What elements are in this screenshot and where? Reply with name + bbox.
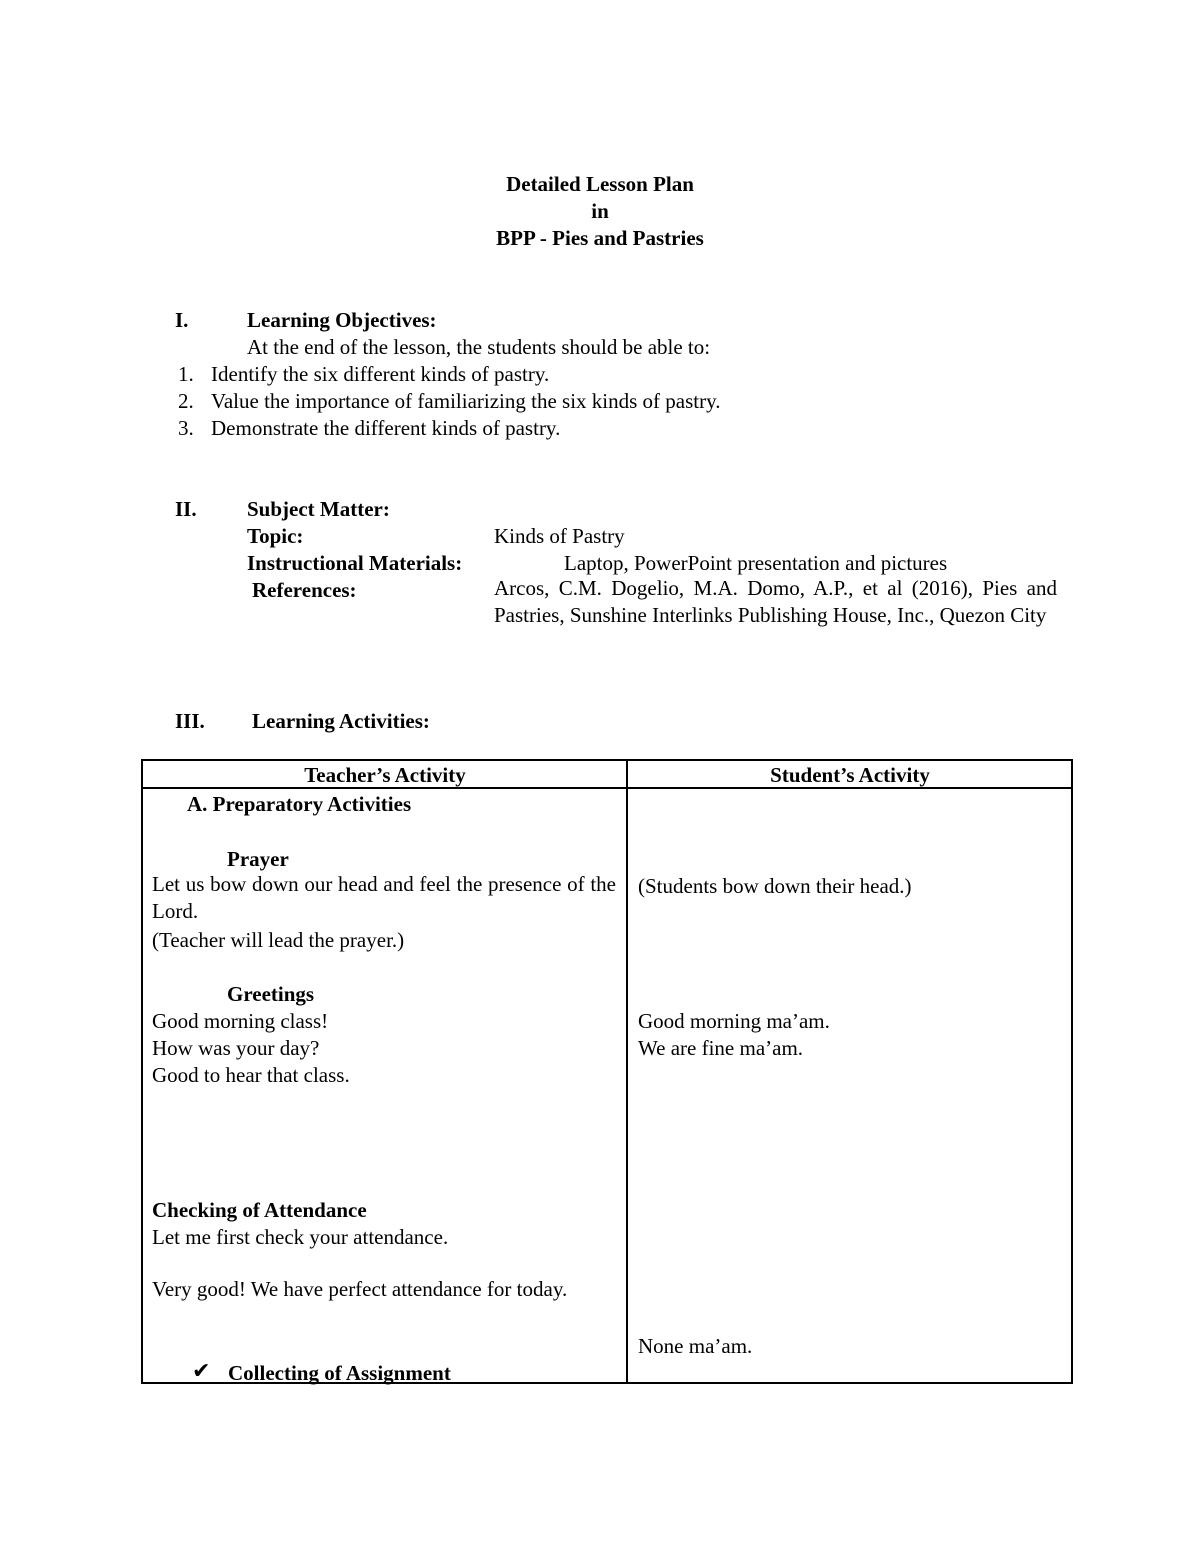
table-header-divider: [141, 787, 1073, 789]
greeting-line: Good morning class!: [152, 1009, 329, 1033]
section-3-heading: Learning Activities:: [252, 709, 430, 733]
document-title: Detailed Lesson Plan: [506, 172, 694, 196]
section-2-numeral: II.: [175, 497, 197, 521]
section-2-heading: Subject Matter:: [247, 497, 390, 521]
greeting-line: Good to hear that class.: [152, 1063, 350, 1087]
objective-item: Demonstrate the different kinds of pastry.: [211, 416, 561, 440]
greetings-heading: Greetings: [227, 982, 315, 1006]
objective-number: 3.: [178, 416, 194, 440]
document-subject: BPP - Pies and Pastries: [496, 226, 704, 250]
checkmark-icon: ✔: [192, 1359, 211, 1384]
attendance-heading: Checking of Attendance: [152, 1198, 367, 1222]
preparatory-heading: A. Preparatory Activities: [187, 792, 412, 816]
prayer-response: (Students bow down their head.): [638, 874, 912, 898]
teacher-column-header: Teacher’s Activity: [304, 763, 466, 787]
prayer-note: (Teacher will lead the prayer.): [152, 928, 405, 952]
greeting-response: Good morning ma’am.: [638, 1009, 830, 1033]
objectives-intro: At the end of the lesson, the students should be able to:: [247, 335, 711, 359]
assignment-heading: Collecting of Assignment: [228, 1361, 451, 1385]
greeting-line: How was your day?: [152, 1036, 320, 1060]
objective-item: Value the importance of familiarizing the six kinds of pastry.: [211, 389, 721, 413]
materials-value: Laptop, PowerPoint presentation and pictures: [564, 551, 948, 575]
attendance-response: None ma’am.: [638, 1334, 753, 1358]
topic-label: Topic:: [247, 524, 304, 548]
section-1-numeral: I.: [175, 308, 189, 332]
attendance-text: Let me first check your attendance.: [152, 1225, 449, 1249]
objective-item: Identify the six different kinds of pastry.: [211, 362, 550, 386]
section-3-numeral: III.: [175, 709, 205, 733]
prayer-text: Let us bow down our head and feel the presence of the Lord.: [152, 872, 616, 923]
objective-number: 1.: [178, 362, 194, 386]
table-column-divider: [626, 759, 628, 1384]
references-label: References:: [252, 578, 357, 602]
objective-number: 2.: [178, 389, 194, 413]
prayer-heading: Prayer: [227, 847, 289, 871]
topic-value: Kinds of Pastry: [494, 524, 625, 548]
references-value: Arcos, C.M. Dogelio, M.A. Domo, A.P., et al (2016), Pies and Pastries, Sunshine Interlinks Publishing House, Inc., Quezon City: [494, 576, 1057, 627]
student-column-header: Student’s Activity: [770, 763, 930, 787]
title-in: in: [591, 199, 609, 223]
section-1-heading: Learning Objectives:: [247, 308, 437, 332]
attendance-followup: Very good! We have perfect attendance for today.: [152, 1277, 568, 1301]
greeting-response: We are fine ma’am.: [638, 1036, 804, 1060]
materials-label: Instructional Materials:: [247, 551, 463, 575]
